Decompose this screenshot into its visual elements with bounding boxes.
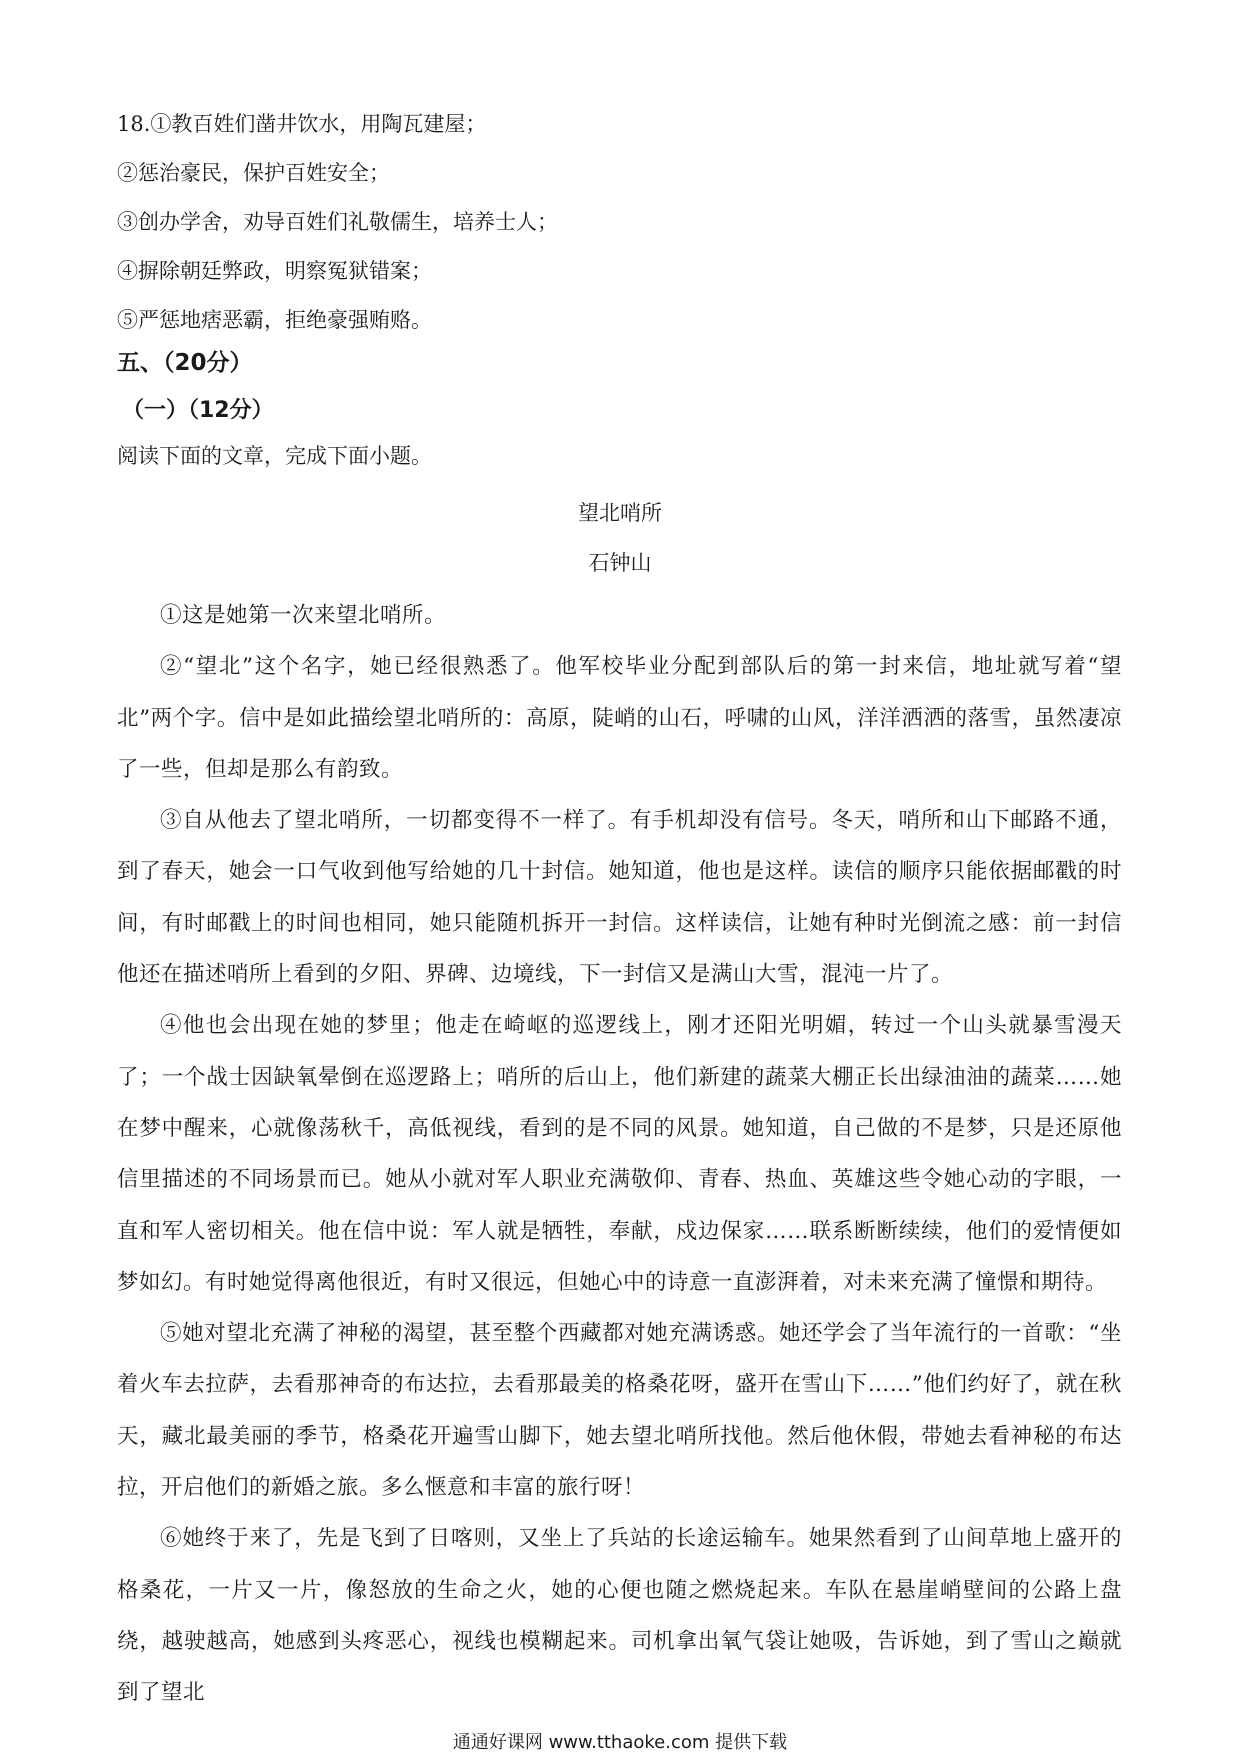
article-author: 石钟山 xyxy=(588,551,652,575)
answer-list xyxy=(117,100,1127,345)
answer-line: ④摒除朝廷弊政，明察冤狱错案； xyxy=(117,259,432,283)
article-title: 望北哨所 xyxy=(578,501,662,525)
article-body xyxy=(117,590,1122,1719)
article-paragraph: ②“望北”这个名字，她已经很熟悉了。他军校毕业分配到部队后的第一封来信，地址就写着“望北”两个字。信中是如此描绘望北哨所的：高原，陡峭的山石，呼啸的山风，洋洋洒洒的落雪，虽然凄凉了一些，但却是那么有韵致。 xyxy=(117,654,1122,782)
article-paragraph: ⑤她对望北充满了神秘的渴望，甚至整个西藏都对她充满诱惑。她还学会了当年流行的一首歌：“坐着火车去拉萨，去看那神奇的布达拉，去看那最美的格桑花呀，盛开在雪山下……”他们约好了，就在秋天，藏北最美丽的季节，格桑花开遍雪山脚下，她去望北哨所找他。然后他休假，带她去看神秘的布达拉，开启他们的新婚之旅。多么惬意和丰富的旅行呀！ xyxy=(117,1321,1122,1501)
article-paragraph: ⑥她终于来了，先是飞到了日喀则，又坐上了兵站的长途运输车。她果然看到了山间草地上盛开的格桑花，一片又一片，像怒放的生命之火，她的心便也随之燃烧起来。车队在悬崖峭壁间的公路上盘绕，越驶越高，她感到头疼恶心，视线也模糊起来。司机拿出氧气袋让她吸，告诉她，到了雪山之巅就到了望北 xyxy=(117,1526,1122,1706)
page-footer: 通通好课网 www.tthaoke.com 提供下载 xyxy=(452,1732,788,1753)
instruction-text: 阅读下面的文章，完成下面小题。 xyxy=(117,444,432,468)
article-paragraph: ③自从他去了望北哨所，一切都变得不一样了。有手机却没有信号。冬天，哨所和山下邮路不通，到了春天，她会一口气收到他写给她的几十封信。她知道，他也是这样。读信的顺序只能依据邮戳的时间，有时邮戳上的时间也相同，她只能随机拆开一封信。这样读信，让她有种时光倒流之感：前一封信他还在描述哨所上看到的夕阳、界碑、边境线，下一封信又是满山大雪，混沌一片了。 xyxy=(117,808,1122,988)
section-heading: 五、（20分） xyxy=(117,350,253,376)
answer-line: ③创办学舍，劝导百姓们礼敬儒生，培养士人； xyxy=(117,210,558,234)
article-paragraph: ④他也会出现在她的梦里；他走在崎岖的巡逻线上，刚才还阳光明媚，转过一个山头就暴雪漫天了；一个战士因缺氧晕倒在巡逻路上；哨所的后山上，他们新建的蔬菜大棚正长出绿油油的蔬菜……她在梦中醒来，心就像荡秋千，高低视线，看到的是不同的风景。她知道，自己做的不是梦，只是还原他信里描述的不同场景而已。她从小就对军人职业充满敬仰、青春、热血、英雄这些令她心动的字眼，一直和军人密切相关。他在信中说：军人就是牺牲，奉献，戍边保家……联系断断续续，他们的爱情便如梦如幻。有时她觉得离他很近，有时又很远，但她心中的诗意一直澎湃着，对未来充满了憧憬和期待。 xyxy=(117,1013,1122,1295)
answer-line: ②惩治豪民，保护百姓安全； xyxy=(117,161,390,185)
answer-line: 18.①教百姓们凿井饮水，用陶瓦建屋； xyxy=(117,112,487,136)
answer-line: ⑤严惩地痞恶霸，拒绝豪强贿赂。 xyxy=(117,308,432,332)
sub-heading: （一）（12分） xyxy=(122,398,274,423)
article-paragraph: ①这是她第一次来望北哨所。 xyxy=(160,603,447,628)
